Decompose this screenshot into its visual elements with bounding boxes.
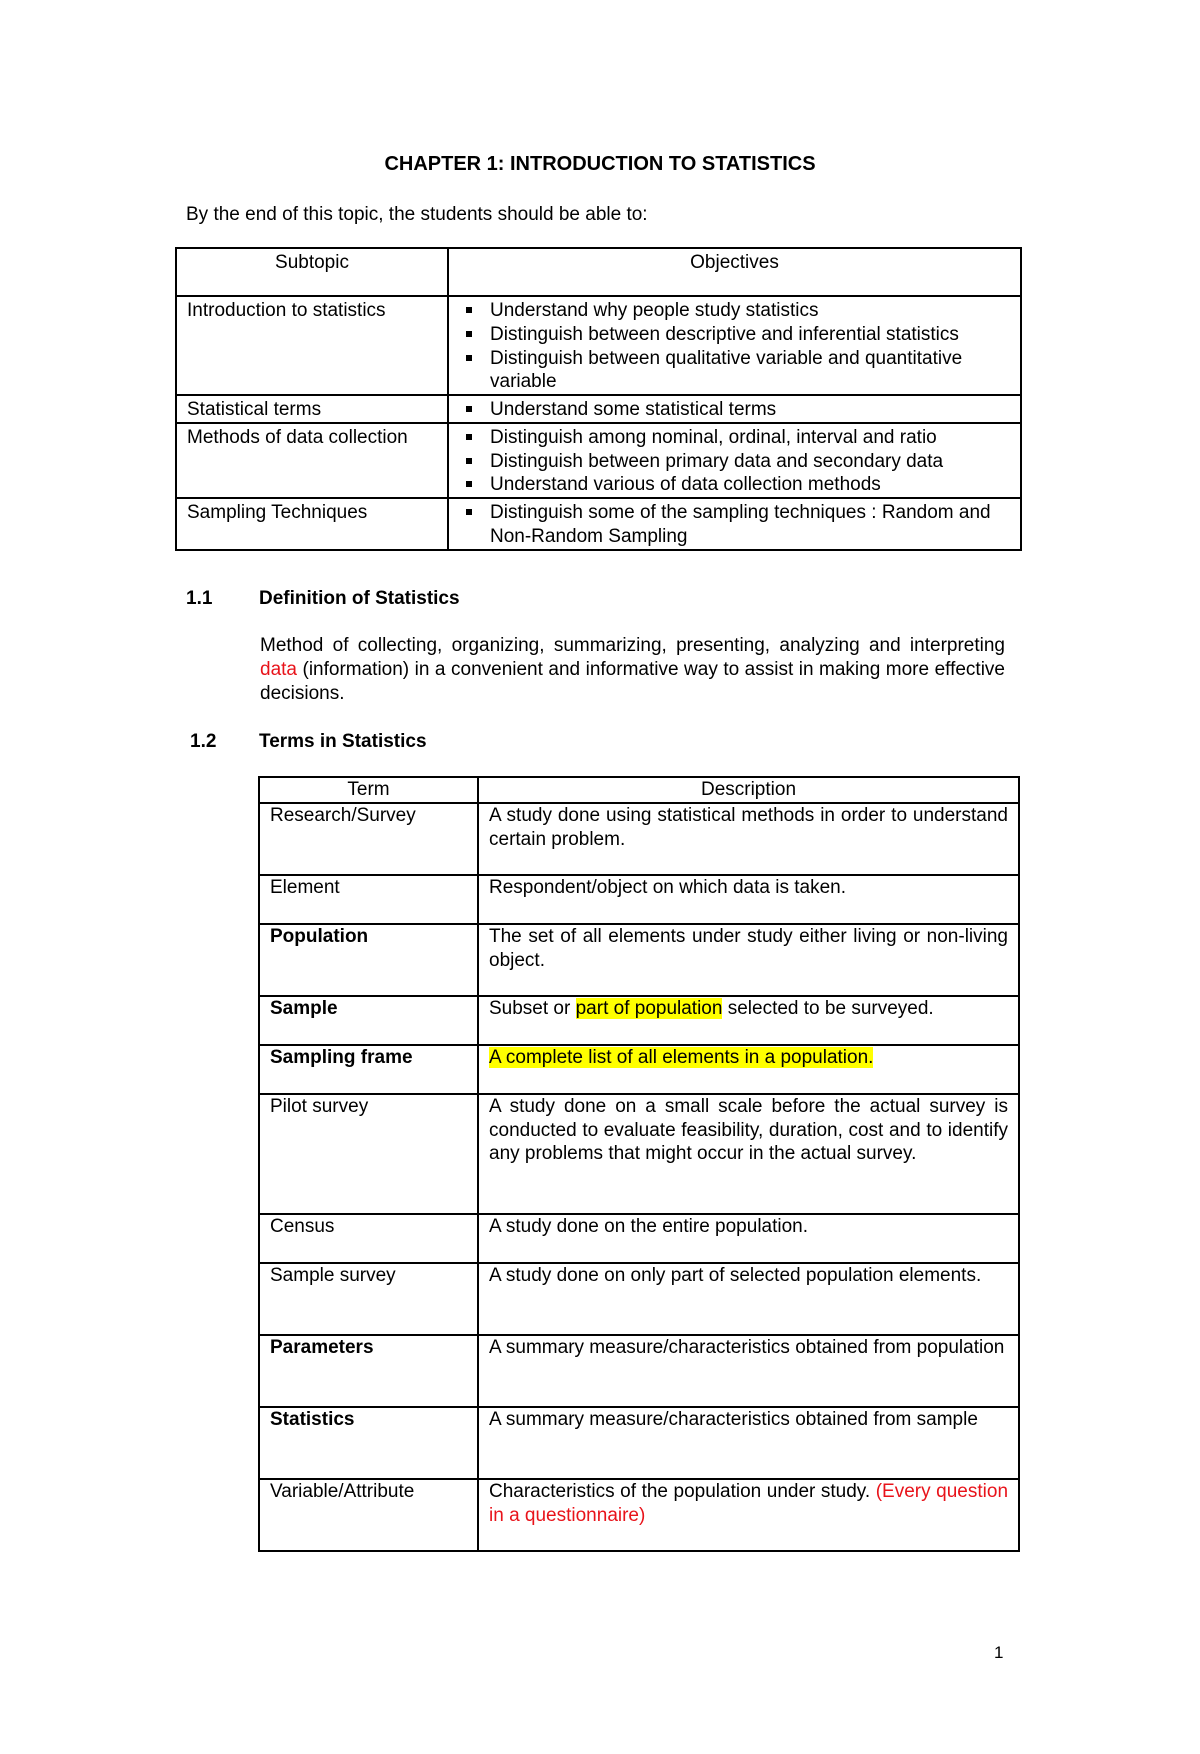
objectives-table: [175, 247, 1022, 551]
description-cell: A study done on a small scale before the actual survey is conducted to evaluate feasibility, duration, cost and to identify any problems that might occur in the actual survey.: [478, 1094, 1019, 1214]
objective-item: Distinguish some of the sampling techniques : Random and Non-Random Sampling: [490, 501, 1010, 549]
term-cell: Research/Survey: [259, 803, 478, 875]
objective-item: Distinguish between primary data and secondary data: [490, 450, 1010, 474]
term-row: [259, 875, 1019, 924]
term-row: [259, 803, 1019, 875]
objectives-row: [176, 498, 1021, 550]
term-row: [259, 996, 1019, 1045]
term-cell: Element: [259, 875, 478, 924]
term-row: [259, 1045, 1019, 1094]
objective-item: Understand some statistical terms: [490, 398, 1010, 422]
description-cell: The set of all elements under study either living or non-living object.: [478, 924, 1019, 996]
term-cell: Pilot survey: [259, 1094, 478, 1214]
term-cell: Variable/Attribute: [259, 1479, 478, 1551]
page-number: 1: [994, 1643, 1004, 1662]
term-cell: Population: [259, 924, 478, 996]
section-number: 1.2: [190, 731, 217, 752]
chapter-title: CHAPTER 1: INTRODUCTION TO STATISTICS: [384, 153, 816, 175]
term-row: [259, 1094, 1019, 1214]
objectives-cell: [448, 498, 1021, 550]
description-cell: A study done on only part of selected population elements.: [478, 1263, 1019, 1335]
objectives-row: [176, 395, 1021, 423]
objective-item: Distinguish between qualitative variable and quantitative variable: [490, 347, 1010, 395]
highlighted-text: A complete list of all elements in a population.: [489, 1046, 874, 1068]
objectives-header-objectives: Objectives: [448, 248, 1021, 296]
objectives-row: [176, 423, 1021, 498]
term-row: [259, 1335, 1019, 1407]
definition-paragraph: [260, 634, 1005, 706]
objectives-cell: [448, 395, 1021, 423]
description-cell: [478, 996, 1019, 1045]
term-cell: Sample: [259, 996, 478, 1045]
objective-item: Understand various of data collection methods: [490, 473, 1010, 497]
subtopic-cell: Introduction to statistics: [176, 296, 448, 395]
terms-header-term: Term: [259, 777, 478, 803]
description-cell: A study done on the entire population.: [478, 1214, 1019, 1263]
objectives-cell: [448, 296, 1021, 395]
term-row: [259, 1407, 1019, 1479]
red-note-text: (Every question in a questionnaire): [489, 1480, 1009, 1526]
term-cell: Census: [259, 1214, 478, 1263]
definition-text: (information) in a convenient and informative way to assist in making more effective decisions.: [260, 659, 1005, 704]
description-cell: A summary measure/characteristics obtained from population: [478, 1335, 1019, 1407]
objectives-header-row: [176, 248, 1021, 296]
objective-item: Distinguish between descriptive and inferential statistics: [490, 323, 1010, 347]
objectives-header-subtopic: Subtopic: [176, 248, 448, 296]
description-text: Characteristics of the population under study.: [489, 1480, 876, 1502]
description-cell: [478, 1045, 1019, 1094]
intro-text: By the end of this topic, the students should be able to:: [186, 204, 648, 225]
objective-item: Understand why people study statistics: [490, 299, 1010, 323]
section-title: Definition of Statistics: [259, 588, 460, 609]
description-cell: Respondent/object on which data is taken.: [478, 875, 1019, 924]
term-cell: Sampling frame: [259, 1045, 478, 1094]
description-text: selected to be surveyed.: [722, 997, 934, 1019]
objectives-row: [176, 296, 1021, 395]
definition-keyword: data: [260, 659, 297, 680]
highlighted-text: part of population: [575, 997, 723, 1019]
subtopic-cell: Statistical terms: [176, 395, 448, 423]
subtopic-cell: Sampling Techniques: [176, 498, 448, 550]
objective-item: Distinguish among nominal, ordinal, interval and ratio: [490, 426, 1010, 450]
section-number: 1.1: [186, 588, 213, 609]
term-cell: Sample survey: [259, 1263, 478, 1335]
term-row: [259, 1479, 1019, 1551]
description-cell: [478, 1479, 1019, 1551]
subtopic-cell: Methods of data collection: [176, 423, 448, 498]
section-title: Terms in Statistics: [259, 731, 427, 752]
terms-table: [258, 776, 1020, 1552]
terms-header-row: [259, 777, 1019, 803]
term-row: [259, 1263, 1019, 1335]
term-row: [259, 924, 1019, 996]
term-cell: Parameters: [259, 1335, 478, 1407]
description-cell: A summary measure/characteristics obtained from sample: [478, 1407, 1019, 1479]
description-text: Subset or: [489, 997, 576, 1019]
term-row: [259, 1214, 1019, 1263]
definition-text: Method of collecting, organizing, summarizing, presenting, analyzing and interpreting: [260, 635, 1005, 656]
objectives-cell: [448, 423, 1021, 498]
terms-header-description: Description: [478, 777, 1019, 803]
description-cell: A study done using statistical methods in order to understand certain problem.: [478, 803, 1019, 875]
term-cell: Statistics: [259, 1407, 478, 1479]
